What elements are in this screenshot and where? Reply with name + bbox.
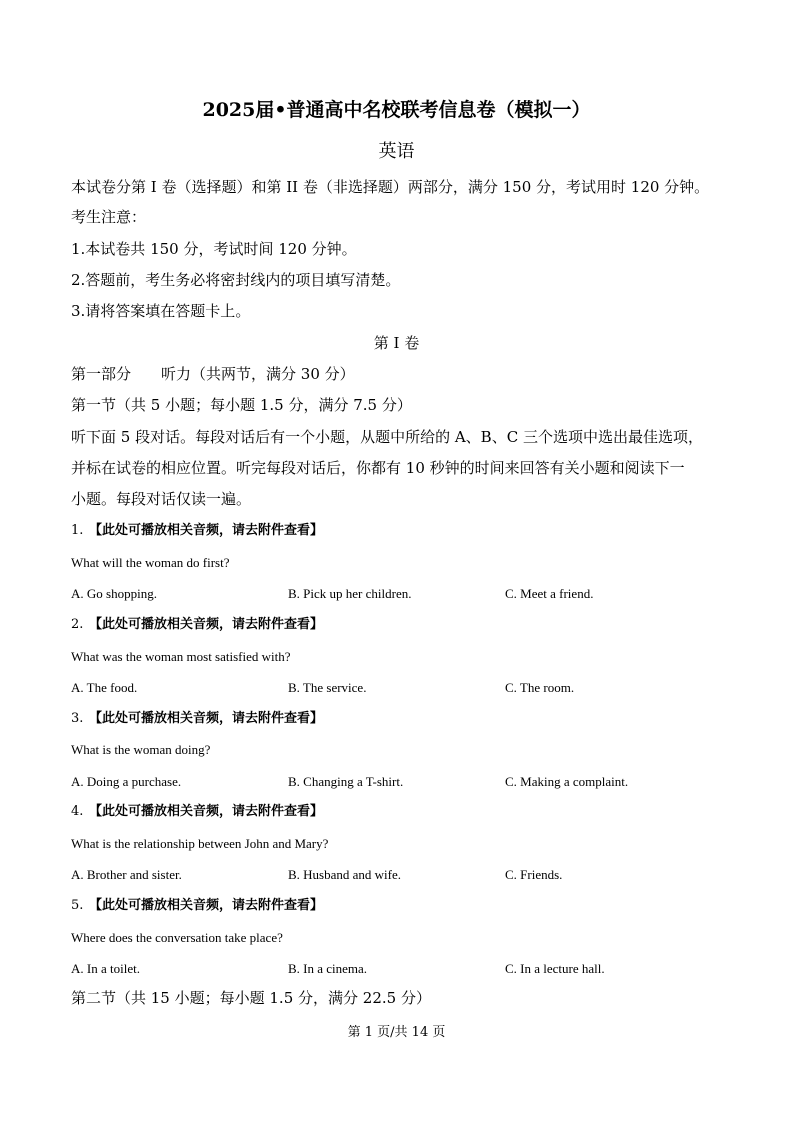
question-1-option-a: A. Go shopping.	[71, 586, 157, 601]
question-number: 5.	[71, 898, 84, 913]
audio-link[interactable]: 【此处可播放相关音频，请去附件查看】	[89, 523, 324, 538]
audio-link[interactable]: 【此处可播放相关音频，请去附件查看】	[89, 898, 324, 913]
question-2-option-b: B. The service.	[288, 680, 367, 695]
exam-title: 2025届•普通高中名校联考信息卷（模拟一）	[202, 99, 591, 121]
instructions-line-3: 小题。每段对话仅读一遍。	[71, 490, 252, 508]
question-5-stem: Where does the conversation take place?	[71, 930, 283, 945]
part-heading: 第一部分 听力（共两节，满分 30 分）	[71, 365, 355, 383]
question-number: 2.	[71, 617, 84, 632]
instructions-line-2: 并标在试卷的相应位置。听完每段对话后，你都有 10 秒钟的时间来回答有关小题和阅读下一	[71, 459, 685, 477]
question-4-option-b: B. Husband and wife.	[288, 867, 402, 882]
question-3-option-b: B. Changing a T-shirt.	[288, 774, 404, 789]
question-4-option-a: A. Brother and sister.	[71, 867, 182, 882]
question-2-stem: What was the woman most satisfied with?	[71, 649, 291, 664]
subject-title: 英语	[378, 141, 415, 162]
question-number: 3.	[71, 711, 84, 726]
notice-rule-3: 3.请将答案填在答题卡上。	[71, 302, 251, 320]
instructions-line-1: 听下面 5 段对话。每段对话后有一个小题，从题中所给的 A、B、C 三个选项中选出最佳选项，	[71, 428, 703, 446]
audio-link[interactable]: 【此处可播放相关音频，请去附件查看】	[89, 804, 324, 819]
section-heading-1: 第一节（共 5 小题；每小题 1.5 分，满分 7.5 分）	[71, 396, 412, 414]
question-2-option-c: C. The room.	[505, 680, 575, 695]
question-1-option-b: B. Pick up her children.	[288, 586, 412, 601]
notice-rule-2: 2.答题前，考生务必将密封线内的项目填写清楚。	[71, 271, 401, 289]
question-3-audio-line	[71, 712, 323, 725]
question-3-option-c: C. Making a complaint.	[505, 774, 629, 789]
notice-heading: 考生注意：	[71, 208, 147, 226]
question-4-option-c: C. Friends.	[505, 867, 563, 882]
question-5-option-b: B. In a cinema.	[288, 961, 368, 976]
question-number: 1.	[71, 523, 84, 538]
question-4-stem: What is the relationship between John and Mary?	[71, 836, 329, 851]
page-footer: 第 1 页/共 14 页	[347, 1025, 446, 1040]
question-3-option-a: A. Doing a purchase.	[71, 774, 182, 789]
question-1-option-c: C. Meet a friend.	[505, 586, 594, 601]
question-4-audio-line	[71, 805, 323, 818]
audio-link[interactable]: 【此处可播放相关音频，请去附件查看】	[89, 617, 324, 632]
question-3-stem: What is the woman doing?	[71, 742, 211, 757]
audio-link[interactable]: 【此处可播放相关音频，请去附件查看】	[89, 711, 324, 726]
volume-heading: 第 I 卷	[373, 334, 420, 352]
section-heading-2: 第二节（共 15 小题；每小题 1.5 分，满分 22.5 分）	[71, 989, 431, 1007]
question-5-option-c: C. In a lecture hall.	[505, 961, 605, 976]
question-5-option-a: A. In a toilet.	[71, 961, 140, 976]
question-1-audio-line	[71, 524, 323, 537]
question-2-audio-line	[71, 618, 323, 631]
notice-rule-1: 1.本试卷共 150 分，考试时间 120 分钟。	[71, 240, 357, 258]
question-5-audio-line	[71, 899, 323, 912]
question-number: 4.	[71, 804, 84, 819]
question-2-option-a: A. The food.	[71, 680, 138, 695]
exam-description: 本试卷分第 I 卷（选择题）和第 II 卷（非选择题）两部分，满分 150 分，考试用时 120 分钟。	[71, 178, 710, 196]
question-1-stem: What will the woman do first?	[71, 555, 230, 570]
